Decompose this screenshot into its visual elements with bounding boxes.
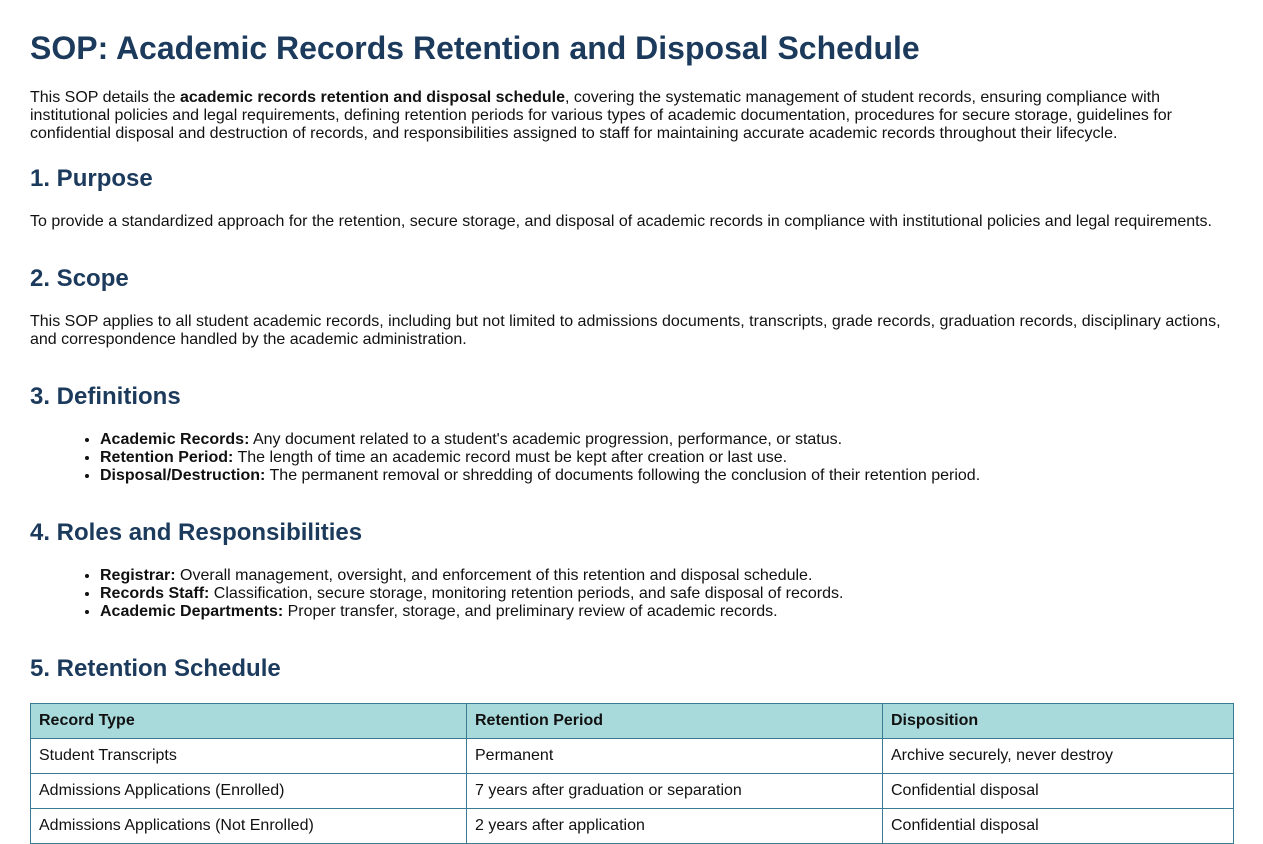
column-header: Disposition — [883, 704, 1234, 739]
roles-list — [30, 567, 1233, 621]
list-item — [100, 449, 1233, 467]
section-roles — [30, 519, 1233, 621]
section-purpose — [30, 165, 1233, 231]
list-item — [100, 603, 1233, 621]
table-row — [31, 739, 1234, 774]
table-cell: Admissions Applications (Enrolled) — [31, 774, 467, 809]
section-heading-purpose: 1. Purpose — [30, 165, 153, 192]
section-heading-scope: 2. Scope — [30, 265, 129, 292]
list-item — [100, 467, 1233, 485]
page-title: SOP: Academic Records Retention and Disposal Schedule — [30, 30, 920, 66]
definitions-list — [30, 431, 1233, 485]
section-heading-roles: 4. Roles and Responsibilities — [30, 519, 363, 546]
role-text: Classification, secure storage, monitoring retention periods, and safe disposal of records. — [209, 585, 844, 602]
table-cell: Admissions Applications (Not Enrolled) — [31, 809, 467, 844]
table-row — [31, 809, 1234, 844]
table-cell: Confidential disposal — [883, 774, 1234, 809]
table-header-row — [31, 704, 1234, 739]
section-heading-schedule: 5. Retention Schedule — [30, 655, 281, 682]
definition-term: Academic Records: — [100, 431, 250, 448]
intro-text-end: , covering the systematic management of student records, ensuring compliance with institutional policies and legal requirements, defining retention periods for various types of academic documentation, procedures for secure storage, guidelines for confidential disposal and destruction of records, and responsibilities assigned to staff for maintaining accurate academic records throughout their lifecycle. — [30, 89, 1172, 142]
table-cell: Student Transcripts — [31, 739, 467, 774]
section-scope — [30, 265, 1233, 349]
list-item — [100, 567, 1233, 585]
table-cell: Permanent — [467, 739, 883, 774]
retention-table — [30, 703, 1234, 844]
definition-term: Retention Period: — [100, 449, 234, 466]
role-term: Academic Departments: — [100, 603, 284, 620]
intro-emphasis: academic records retention and disposal schedule — [180, 89, 566, 106]
column-header: Record Type — [31, 704, 467, 739]
role-term: Registrar: — [100, 567, 176, 584]
list-item — [100, 431, 1233, 449]
role-term: Records Staff: — [100, 585, 210, 602]
purpose-text: To provide a standardized approach for the retention, secure storage, and disposal of academic records in compliance with institutional policies and legal requirements. — [30, 213, 1212, 230]
definition-term: Disposal/Destruction: — [100, 467, 266, 484]
list-item — [100, 585, 1233, 603]
scope-text: This SOP applies to all student academic records, including but not limited to admissions documents, transcripts, grade records, graduation records, disciplinary actions, and correspondence handled by the academic administration. — [30, 313, 1221, 348]
definition-text: The length of time an academic record must be kept after creation or last use. — [233, 449, 788, 466]
table-cell: 2 years after application — [467, 809, 883, 844]
intro-paragraph — [30, 89, 1233, 143]
table-cell: Confidential disposal — [883, 809, 1234, 844]
definition-text: The permanent removal or shredding of documents following the conclusion of their retention period. — [265, 467, 981, 484]
role-text: Overall management, oversight, and enforcement of this retention and disposal schedule. — [175, 567, 813, 584]
table-cell: Archive securely, never destroy — [883, 739, 1234, 774]
column-header: Retention Period — [467, 704, 883, 739]
table-row — [31, 774, 1234, 809]
section-heading-definitions: 3. Definitions — [30, 383, 181, 410]
section-definitions — [30, 383, 1233, 485]
section-retention-schedule — [30, 655, 1233, 844]
definition-text: Any document related to a student's academic progression, performance, or status. — [249, 431, 843, 448]
table-cell: 7 years after graduation or separation — [467, 774, 883, 809]
role-text: Proper transfer, storage, and preliminary review of academic records. — [283, 603, 778, 620]
intro-text-start: This SOP details the — [30, 89, 180, 106]
